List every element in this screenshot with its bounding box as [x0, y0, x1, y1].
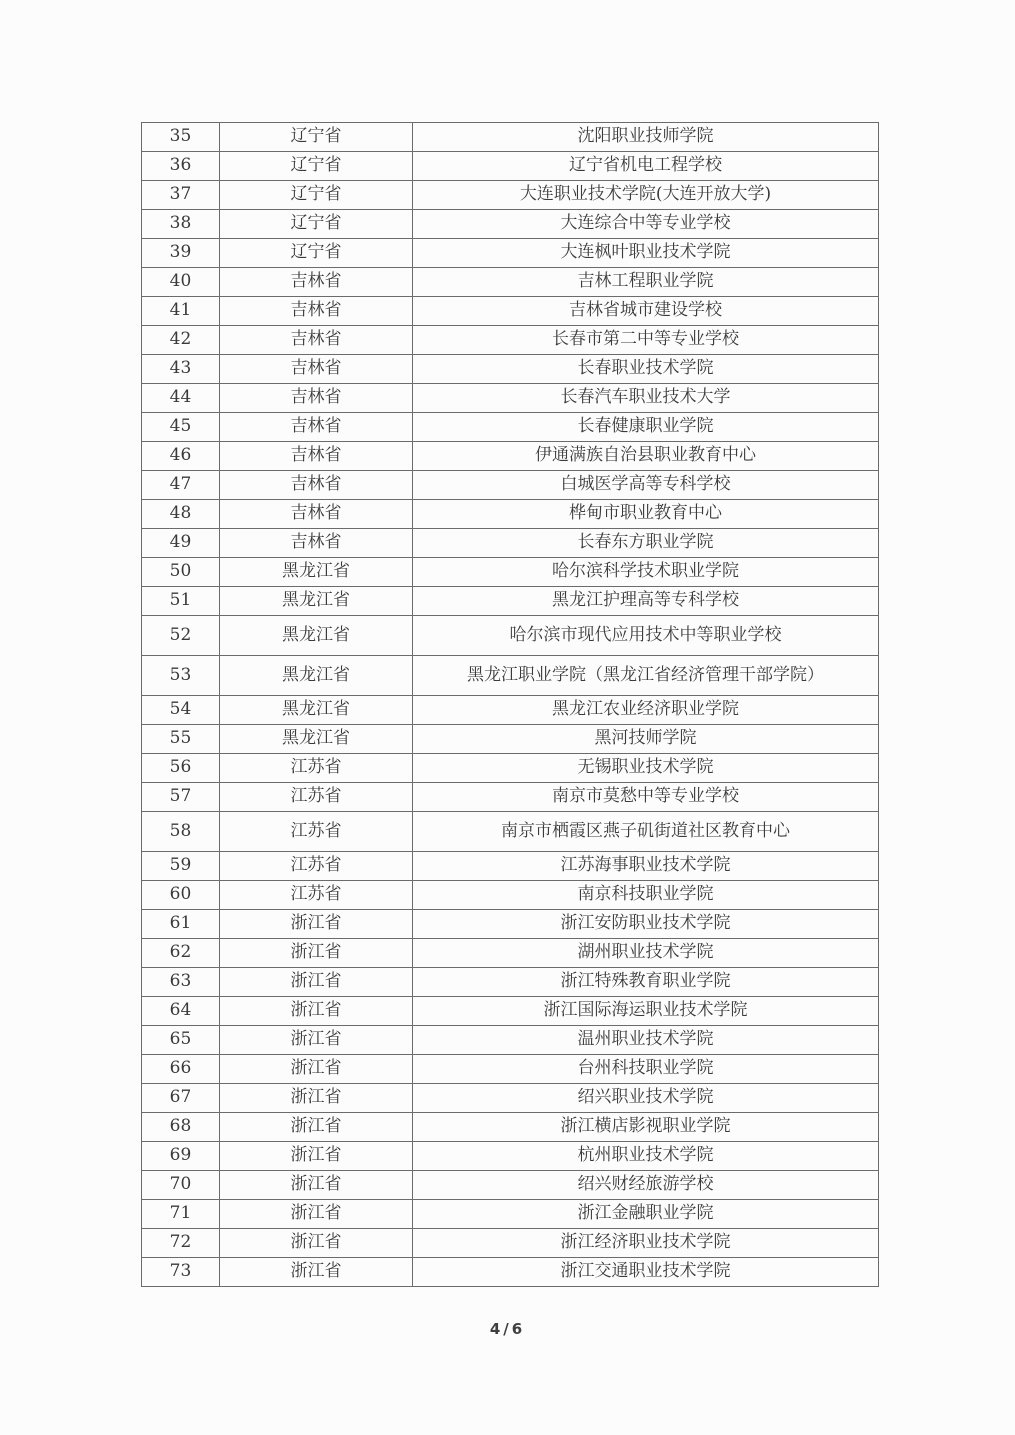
province-cell: 浙江省	[220, 1258, 413, 1287]
school-name-cell: 长春职业技术学院	[413, 355, 879, 384]
table-row	[142, 355, 879, 384]
province-cell: 江苏省	[220, 812, 413, 852]
table-row	[142, 725, 879, 754]
province-cell: 江苏省	[220, 783, 413, 812]
school-name-cell: 南京科技职业学院	[413, 881, 879, 910]
school-name-cell: 黑龙江护理高等专科学校	[413, 587, 879, 616]
school-name-cell: 浙江安防职业技术学院	[413, 910, 879, 939]
province-cell: 黑龙江省	[220, 725, 413, 754]
row-number-cell: 53	[142, 656, 220, 696]
row-number-cell: 51	[142, 587, 220, 616]
province-cell: 黑龙江省	[220, 616, 413, 656]
school-name-cell: 辽宁省机电工程学校	[413, 152, 879, 181]
row-number-cell: 71	[142, 1200, 220, 1229]
table-row	[142, 968, 879, 997]
school-name-cell: 黑龙江职业学院（黑龙江省经济管理干部学院）	[413, 656, 879, 696]
province-cell: 黑龙江省	[220, 587, 413, 616]
table-row	[142, 852, 879, 881]
table-row	[142, 910, 879, 939]
table-row	[142, 500, 879, 529]
row-number-cell: 44	[142, 384, 220, 413]
table-row	[142, 529, 879, 558]
province-cell: 江苏省	[220, 852, 413, 881]
row-number-cell: 73	[142, 1258, 220, 1287]
province-cell: 辽宁省	[220, 239, 413, 268]
province-cell: 浙江省	[220, 1113, 413, 1142]
province-cell: 辽宁省	[220, 181, 413, 210]
province-cell: 吉林省	[220, 297, 413, 326]
row-number-cell: 52	[142, 616, 220, 656]
province-cell: 浙江省	[220, 1171, 413, 1200]
province-cell: 浙江省	[220, 1200, 413, 1229]
school-name-cell: 沈阳职业技师学院	[413, 123, 879, 152]
school-name-cell: 长春健康职业学院	[413, 413, 879, 442]
row-number-cell: 61	[142, 910, 220, 939]
school-name-cell: 桦甸市职业教育中心	[413, 500, 879, 529]
province-cell: 浙江省	[220, 968, 413, 997]
province-cell: 江苏省	[220, 754, 413, 783]
province-cell: 吉林省	[220, 326, 413, 355]
province-cell: 浙江省	[220, 1055, 413, 1084]
province-cell: 浙江省	[220, 910, 413, 939]
table-row	[142, 783, 879, 812]
province-cell: 辽宁省	[220, 152, 413, 181]
row-number-cell: 56	[142, 754, 220, 783]
table-row	[142, 1142, 879, 1171]
row-number-cell: 58	[142, 812, 220, 852]
school-name-cell: 吉林工程职业学院	[413, 268, 879, 297]
school-table	[141, 122, 879, 1287]
row-number-cell: 36	[142, 152, 220, 181]
row-number-cell: 70	[142, 1171, 220, 1200]
province-cell: 吉林省	[220, 529, 413, 558]
row-number-cell: 43	[142, 355, 220, 384]
table-row	[142, 997, 879, 1026]
table-row	[142, 616, 879, 656]
table-row	[142, 754, 879, 783]
table-row	[142, 1055, 879, 1084]
table-row	[142, 471, 879, 500]
school-name-cell: 南京市栖霞区燕子矶街道社区教育中心	[413, 812, 879, 852]
row-number-cell: 65	[142, 1026, 220, 1055]
school-name-cell: 黑河技师学院	[413, 725, 879, 754]
school-name-cell: 吉林省城市建设学校	[413, 297, 879, 326]
row-number-cell: 60	[142, 881, 220, 910]
page-number: 4/6	[489, 1320, 526, 1338]
province-cell: 黑龙江省	[220, 558, 413, 587]
school-name-cell: 湖州职业技术学院	[413, 939, 879, 968]
row-number-cell: 67	[142, 1084, 220, 1113]
table-row	[142, 297, 879, 326]
school-name-cell: 大连综合中等专业学校	[413, 210, 879, 239]
province-cell: 浙江省	[220, 1229, 413, 1258]
table-row	[142, 268, 879, 297]
province-cell: 吉林省	[220, 471, 413, 500]
row-number-cell: 55	[142, 725, 220, 754]
row-number-cell: 46	[142, 442, 220, 471]
row-number-cell: 64	[142, 997, 220, 1026]
table-row	[142, 1084, 879, 1113]
row-number-cell: 62	[142, 939, 220, 968]
table-row	[142, 1171, 879, 1200]
province-cell: 浙江省	[220, 939, 413, 968]
school-name-cell: 伊通满族自治县职业教育中心	[413, 442, 879, 471]
school-name-cell: 长春市第二中等专业学校	[413, 326, 879, 355]
school-name-cell: 长春汽车职业技术大学	[413, 384, 879, 413]
school-name-cell: 白城医学高等专科学校	[413, 471, 879, 500]
row-number-cell: 42	[142, 326, 220, 355]
table-row	[142, 442, 879, 471]
school-name-cell: 台州科技职业学院	[413, 1055, 879, 1084]
school-name-cell: 江苏海事职业技术学院	[413, 852, 879, 881]
school-name-cell: 温州职业技术学院	[413, 1026, 879, 1055]
table-row	[142, 1200, 879, 1229]
school-name-cell: 哈尔滨科学技术职业学院	[413, 558, 879, 587]
table-row	[142, 210, 879, 239]
province-cell: 吉林省	[220, 384, 413, 413]
row-number-cell: 49	[142, 529, 220, 558]
province-cell: 浙江省	[220, 1142, 413, 1171]
table-row	[142, 812, 879, 852]
school-name-cell: 浙江经济职业技术学院	[413, 1229, 879, 1258]
school-name-cell: 杭州职业技术学院	[413, 1142, 879, 1171]
row-number-cell: 47	[142, 471, 220, 500]
table-row	[142, 384, 879, 413]
table-row	[142, 1113, 879, 1142]
province-cell: 吉林省	[220, 355, 413, 384]
table-row	[142, 696, 879, 725]
school-name-cell: 黑龙江农业经济职业学院	[413, 696, 879, 725]
province-cell: 吉林省	[220, 413, 413, 442]
row-number-cell: 68	[142, 1113, 220, 1142]
school-name-cell: 浙江国际海运职业技术学院	[413, 997, 879, 1026]
table-row	[142, 326, 879, 355]
row-number-cell: 57	[142, 783, 220, 812]
province-cell: 江苏省	[220, 881, 413, 910]
province-cell: 黑龙江省	[220, 696, 413, 725]
table-row	[142, 939, 879, 968]
province-cell: 浙江省	[220, 1026, 413, 1055]
table-row	[142, 1258, 879, 1287]
school-name-cell: 南京市莫愁中等专业学校	[413, 783, 879, 812]
table-row	[142, 1229, 879, 1258]
school-name-cell: 大连枫叶职业技术学院	[413, 239, 879, 268]
school-name-cell: 浙江横店影视职业学院	[413, 1113, 879, 1142]
table-row	[142, 123, 879, 152]
school-name-cell: 绍兴职业技术学院	[413, 1084, 879, 1113]
school-name-cell: 大连职业技术学院(大连开放大学)	[413, 181, 879, 210]
row-number-cell: 72	[142, 1229, 220, 1258]
table-row	[142, 1026, 879, 1055]
school-name-cell: 哈尔滨市现代应用技术中等职业学校	[413, 616, 879, 656]
row-number-cell: 54	[142, 696, 220, 725]
row-number-cell: 63	[142, 968, 220, 997]
school-name-cell: 绍兴财经旅游学校	[413, 1171, 879, 1200]
table-row	[142, 587, 879, 616]
row-number-cell: 38	[142, 210, 220, 239]
table-row	[142, 656, 879, 696]
province-cell: 吉林省	[220, 500, 413, 529]
row-number-cell: 41	[142, 297, 220, 326]
province-cell: 黑龙江省	[220, 656, 413, 696]
province-cell: 辽宁省	[220, 123, 413, 152]
table-row	[142, 413, 879, 442]
row-number-cell: 35	[142, 123, 220, 152]
table-body	[142, 123, 879, 1287]
school-name-cell: 浙江金融职业学院	[413, 1200, 879, 1229]
row-number-cell: 50	[142, 558, 220, 587]
row-number-cell: 39	[142, 239, 220, 268]
province-cell: 浙江省	[220, 997, 413, 1026]
row-number-cell: 69	[142, 1142, 220, 1171]
province-cell: 浙江省	[220, 1084, 413, 1113]
table-row	[142, 239, 879, 268]
school-name-cell: 浙江交通职业技术学院	[413, 1258, 879, 1287]
row-number-cell: 45	[142, 413, 220, 442]
table-row	[142, 152, 879, 181]
row-number-cell: 37	[142, 181, 220, 210]
table-row	[142, 181, 879, 210]
row-number-cell: 66	[142, 1055, 220, 1084]
province-cell: 辽宁省	[220, 210, 413, 239]
school-name-cell: 长春东方职业学院	[413, 529, 879, 558]
row-number-cell: 40	[142, 268, 220, 297]
school-name-cell: 无锡职业技术学院	[413, 754, 879, 783]
school-name-cell: 浙江特殊教育职业学院	[413, 968, 879, 997]
province-cell: 吉林省	[220, 268, 413, 297]
table-row	[142, 881, 879, 910]
province-cell: 吉林省	[220, 442, 413, 471]
row-number-cell: 48	[142, 500, 220, 529]
table-row	[142, 558, 879, 587]
row-number-cell: 59	[142, 852, 220, 881]
